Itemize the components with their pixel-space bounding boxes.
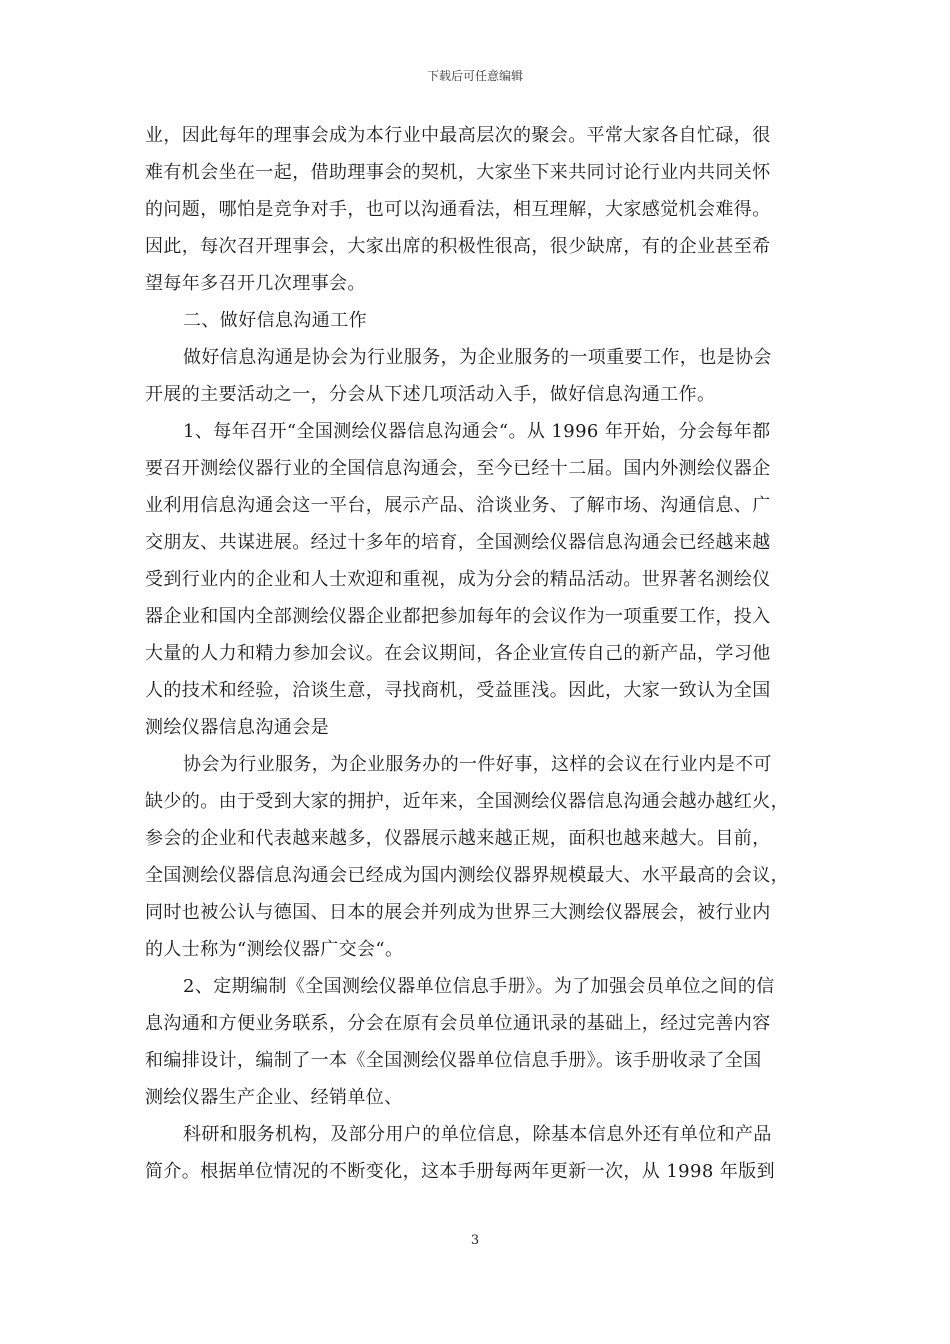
text-line: 1、每年召开“全国测绘仪器信息沟通会“。从 1996 年开始，分会每年都 xyxy=(183,421,771,442)
text-line: 难有机会坐在一起，借助理事会的契机，大家坐下来共同讨论行业内共同关怀 xyxy=(145,162,771,183)
text-line: 开展的主要活动之一，分会从下述几项活动入手，做好信息沟通工作。 xyxy=(145,384,716,405)
text-line: 的问题，哪怕是竞争对手，也可以沟通看法，相互理解，大家感觉机会难得。 xyxy=(145,199,771,220)
text-line: 测绘仪器信息沟通会是 xyxy=(145,717,329,738)
text-line: 缺少的。由于受到大家的拥护，近年来，全国测绘仪器信息沟通会越办越红火， xyxy=(145,791,789,812)
text-line: 要召开测绘仪器行业的全国信息沟通会，至今已经十二届。国内外测绘仪器企 xyxy=(145,458,771,479)
text-line: 器企业和国内全部测绘仪器企业都把参加每年的会议作为一项重要工作，投入 xyxy=(145,606,771,627)
document-body xyxy=(145,117,809,1190)
text-line: 科研和服务机构，及部分用户的单位信息，除基本信息外还有单位和产品 xyxy=(183,1124,772,1145)
text-line: 全国测绘仪器信息沟通会已经成为国内测绘仪器界规模最大、水平最高的会议， xyxy=(145,865,789,886)
page-number: 3 xyxy=(470,1233,480,1248)
text-line: 交朋友、共谋进展。经过十多年的培育，全国测绘仪器信息沟通会已经越来越 xyxy=(145,532,771,553)
paragraph xyxy=(145,413,809,746)
paragraph xyxy=(145,339,809,413)
text-line: 业，因此每年的理事会成为本行业中最高层次的聚会。平常大家各自忙碌，很 xyxy=(145,125,771,146)
text-line: 人的技术和经验，洽谈生意，寻找商机，受益匪浅。因此，大家一致认为全国 xyxy=(145,680,771,701)
paragraph xyxy=(145,746,809,968)
text-line: 参会的企业和代表越来越多，仪器展示越来越正规，面积也越来越大。目前， xyxy=(145,828,771,849)
text-line: 简介。根据单位情况的不断变化，这本手册每两年更新一次，从 1998 年版到 xyxy=(145,1161,776,1182)
text-line: 因此，每次召开理事会，大家出席的积极性很高，很少缺席，有的企业甚至希 xyxy=(145,236,771,257)
paragraph xyxy=(145,968,809,1116)
text-line: 的人士称为“测绘仪器广交会“。 xyxy=(145,939,404,960)
text-line: 和编排设计，编制了一本《全国测绘仪器单位信息手册》。该手册收录了全国 xyxy=(145,1050,762,1071)
page-header: 下载后可任意编辑 xyxy=(426,69,523,83)
text-line: 大量的人力和精力参加会议。在会议期间，各企业宣传自己的新产品，学习他 xyxy=(145,643,771,664)
text-line: 做好信息沟通是协会为行业服务，为企业服务的一项重要工作，也是协会 xyxy=(183,347,772,368)
text-line: 受到行业内的企业和人士欢迎和重视，成为分会的精品活动。世界著名测绘仪 xyxy=(145,569,771,590)
paragraph xyxy=(145,302,809,339)
text-line: 同时也被公认与德国、日本的展会并列成为世界三大测绘仪器展会，被行业内 xyxy=(145,902,771,923)
text-line: 协会为行业服务，为企业服务办的一件好事，这样的会议在行业内是不可 xyxy=(183,754,772,775)
text-line: 2、定期编制《全国测绘仪器单位信息手册》。为了加强会员单位之间的信 xyxy=(183,976,775,997)
paragraph xyxy=(145,1116,809,1190)
paragraph xyxy=(145,117,809,302)
text-line: 望每年多召开几次理事会。 xyxy=(145,273,366,294)
text-line: 二、做好信息沟通工作 xyxy=(183,310,367,331)
text-line: 测绘仪器生产企业、经销单位、 xyxy=(145,1087,403,1108)
text-line: 业利用信息沟通会这一平台，展示产品、洽谈业务、了解市场、沟通信息、广 xyxy=(145,495,771,516)
text-line: 息沟通和方便业务联系，分会在原有会员单位通讯录的基础上，经过完善内容 xyxy=(145,1013,771,1034)
